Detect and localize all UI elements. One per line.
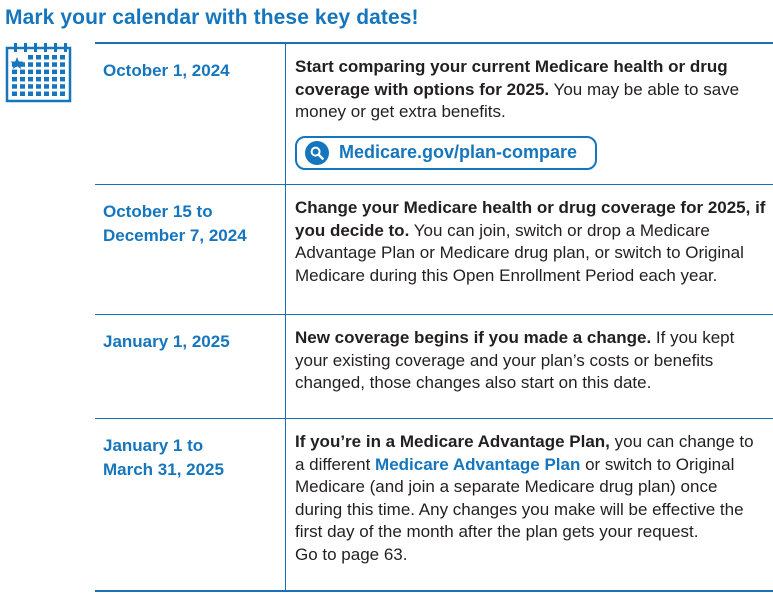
date-row-jan-1-mar-31 <box>95 419 773 592</box>
date-row-oct-1 <box>95 44 773 185</box>
row-date-line2: December 7, 2024 <box>103 226 247 245</box>
row-date <box>95 419 285 590</box>
row-description-text-b: or switch to Original Medicare (and join a separate Medicare drug plan) once during this time. Any changes you make will be effective the first day of the month after the plan gets your request. <box>295 454 744 542</box>
page-title: Mark your calendar with these key dates! <box>5 6 419 29</box>
medicare-advantage-plan-link[interactable]: Medicare Advantage Plan <box>375 454 581 474</box>
row-date: January 1, 2025 <box>103 332 230 351</box>
row-date-line1: January 1 to <box>103 436 204 455</box>
row-date <box>95 185 285 314</box>
page-reference: Go to page 63. <box>295 544 408 564</box>
row-description <box>285 315 773 418</box>
row-description <box>285 419 773 590</box>
row-description-text: If you kept your existing coverage and your plan’s costs or benefits changed, those changes also start on this date. <box>295 328 735 393</box>
calendar-icon <box>4 42 72 104</box>
row-description-bold: If you’re in a Medicare Advantage Plan, <box>295 432 610 451</box>
date-row-jan-1 <box>95 315 773 419</box>
row-date: October 1, 2024 <box>103 61 230 80</box>
row-date-line2: March 31, 2025 <box>103 460 224 479</box>
plan-compare-link-label: Medicare.gov/plan-compare <box>339 142 578 163</box>
plan-compare-link-button[interactable] <box>295 136 597 170</box>
row-description-bold: Start comparing your current Medicare health or drug coverage with options for 2025. <box>295 57 728 99</box>
row-date-line1: October 15 to <box>103 202 213 221</box>
row-description-bold: New coverage begins if you made a change. <box>295 328 652 347</box>
row-description-text: You can join, switch or drop a Medicare Advantage Plan or Medicare drug plan, or switch to Original Medicare during this Open Enrollment Period each year. <box>295 220 744 285</box>
row-description-text: You may be able to save money or get extra benefits. <box>295 79 740 122</box>
row-description-text: you can change to a different <box>295 432 754 474</box>
row-description <box>285 44 773 184</box>
row-description-bold: Change your Medicare health or drug coverage for 2025, if you decide to. <box>295 198 766 240</box>
date-row-oct-15 <box>95 185 773 315</box>
key-dates-table <box>95 42 773 592</box>
row-description <box>285 185 773 314</box>
search-icon <box>305 141 329 165</box>
